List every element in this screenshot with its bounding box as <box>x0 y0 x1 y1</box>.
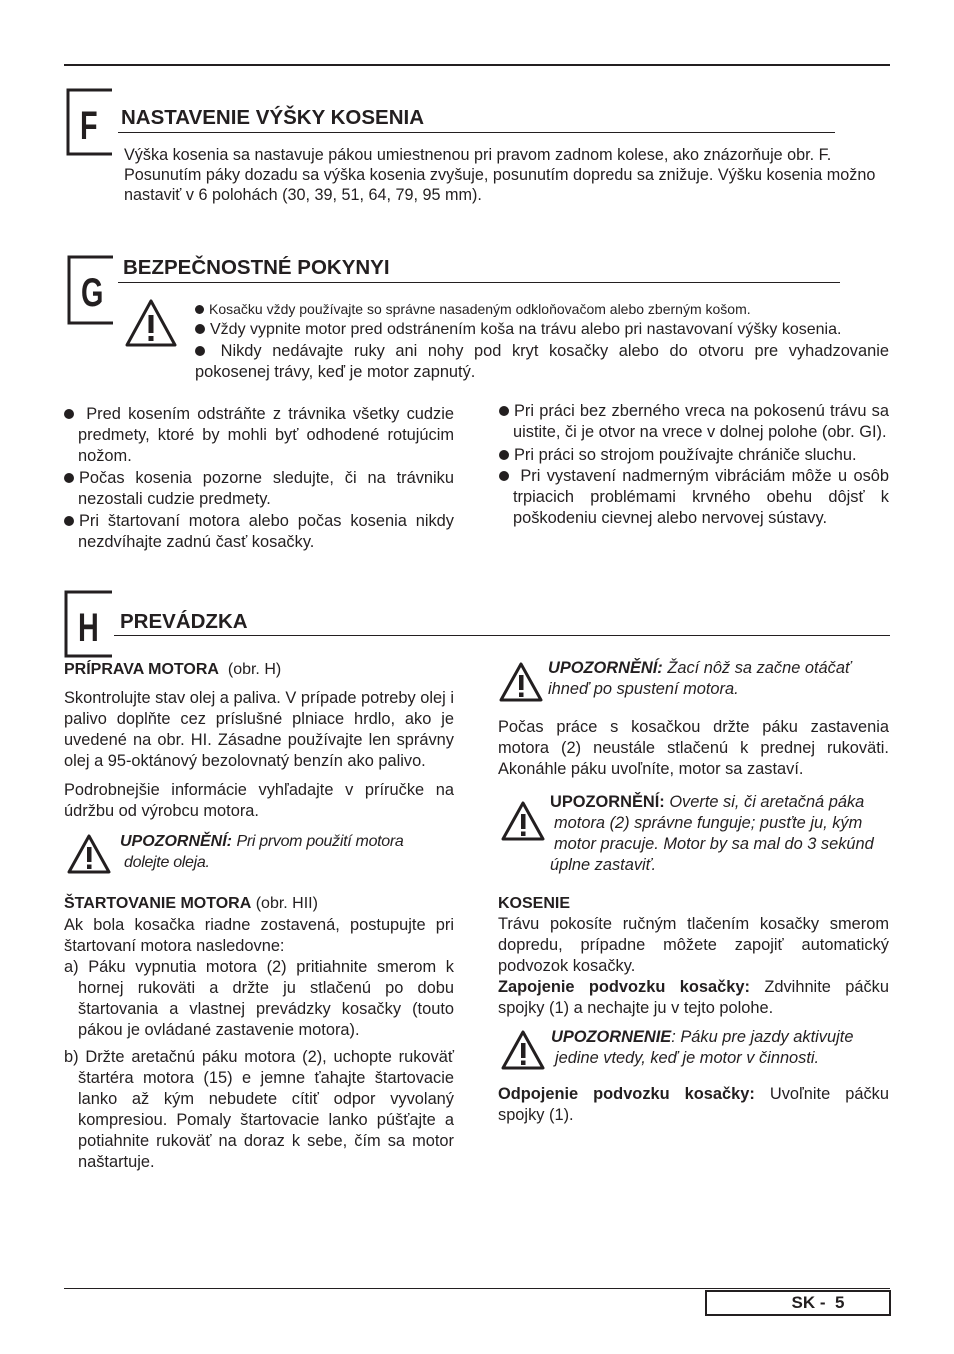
bullet-dot-icon <box>195 324 205 334</box>
operation-paragraph: Počas práce s kosačkou držte páku zastavenia motora (2) neustále stlačenú k prednej rukoväti. Akonáhle páku uvoľníte, motor sa zastaví. <box>498 718 889 778</box>
bullet-dot-icon <box>195 346 205 356</box>
warning-text: úplne zastaviť. <box>550 856 657 874</box>
operation-right-column <box>498 658 889 1126</box>
warning-text: motor pracuje. Motor by sa mal do 3 sekúnd <box>554 835 874 853</box>
start-step-b: b) Držte aretačnú páku motora (2), uchopte rukoväť štartéra motora (15) e jemne ťahajte štartovacie lanko až kým nebudete cítiť odpor vyvolaný kompresiou. Pomaly štartovacie lanko púšťajte a potiahnite rukoväť na doraz k sebe, čím sa motor naštartuje. <box>64 1048 454 1171</box>
list-item: Pri práci bez zberného vreca na pokosenú trávu sa uistite, či je otvor na vrece v dolnej polohe (obr. GI). <box>499 401 889 443</box>
prep-paragraph-2: Podrobnejšie informácie vyhľadajte v príručke na údržbu od výrobcu motora. <box>64 781 454 820</box>
start-intro: Ak bola kosačka riadne zostavená, postupujte pri štartovaní motora nasledovne: <box>64 916 454 955</box>
top-rule <box>64 64 890 66</box>
list-item: Pred kosením odstráňte z trávnika všetky cudzie predmety, ktoré by mohli byť odhodené rotujúcim nožom. <box>64 404 454 467</box>
warning-bullet-2: Vždy vypnite motor pred odstránením koša na trávu alebo pri nastavovaní výšky kosenia. <box>195 319 841 340</box>
kosenie-heading: KOSENIE <box>498 895 571 912</box>
warning-text: Pri prvom použití motora <box>236 833 404 850</box>
section-f-title-underline <box>118 132 835 133</box>
start-step-a: a) Páku vypnutia motora (2) pritiahnite smerom k hornej rukoväti a držte ju stlačenú po dobu štartovania a vlastnej prevádzky kosačky (touto pákou je ovládané zastavenie motora). <box>64 958 454 1039</box>
section-f-title: NASTAVENIE VÝŠKY KOSENIA <box>121 106 425 129</box>
warning-text: Overte si, či aretačná páka <box>669 793 865 811</box>
list-item: Pri vystavení nadmerným vibráciám môže u osôb trpiacich problémami krvného obehu dôjsť k poškodeniu cievnej alebo nervovej sústavy. <box>499 466 889 529</box>
disengage-paragraph: Odpojenie podvozku kosačky: Uvoľnite páčku spojky (1). <box>498 1085 889 1124</box>
warning-text: : Páku pre jazdy aktivujte <box>671 1028 854 1046</box>
warning-triangle-icon <box>498 661 544 703</box>
section-g-title: BEZPEČNOSTNÉ POKYNYI <box>123 256 390 279</box>
warning-label: UPOZORNENIE <box>551 1028 672 1046</box>
warning-triangle-icon <box>500 800 546 842</box>
bullet-dot-icon <box>64 473 74 483</box>
warning-first-use <box>64 831 454 881</box>
safety-bullets-left <box>64 404 454 553</box>
warning-text: jedine vtedy, keď je motor v činnosti. <box>555 1049 820 1067</box>
section-h-title: PREVÁDZKA <box>120 610 248 633</box>
start-heading: ŠTARTOVANIE MOTORA (obr. HII) <box>64 895 318 912</box>
section-g-letter-box <box>67 255 113 325</box>
warning-text: Žací nôž sa začne otáčať <box>667 659 851 677</box>
warning-label: UPOZORNĚNÍ: <box>120 833 232 850</box>
bullet-dot-icon <box>499 471 509 481</box>
section-g-title-underline <box>118 282 840 283</box>
footer-rule <box>64 1288 890 1289</box>
section-f-letter-box <box>66 88 112 156</box>
section-h-letter-box <box>64 590 112 658</box>
warning-bullet-1: Kosačku vždy používajte so správne nasadeným odkloňovačom alebo zberným košom. <box>195 299 751 319</box>
section-f-letter: F <box>80 104 98 148</box>
operation-left-column <box>64 659 454 1173</box>
safety-bullets-right <box>499 401 889 529</box>
warning-text: dolejte oleja. <box>124 854 210 871</box>
page-number-box <box>705 1290 891 1316</box>
page-number: SK - 5 <box>791 1293 845 1312</box>
warning-triangle-icon <box>500 1029 546 1071</box>
warning-triangle-icon <box>66 833 112 875</box>
warning-text: ihneď po spustení motora. <box>548 680 739 698</box>
engage-paragraph: Zapojenie podvozku kosačky: Zdvihnite páčku spojky (1) a nechajte ju v tejto polohe. <box>498 978 889 1017</box>
warning-drive <box>498 1027 889 1073</box>
section-h-title-underline <box>114 635 890 636</box>
section-h-letter: H <box>78 606 99 650</box>
warning-label: UPOZORNĚNÍ: <box>550 793 665 811</box>
warning-bullet-3: Nikdy nedávajte ruky ani nohy pod kryt kosačky alebo do otvoru pre vyhadzovanie pokosenej trávy, keď je motor zapnutý. <box>195 342 889 381</box>
warning-blade <box>498 658 889 704</box>
section-g-letter: G <box>81 271 104 315</box>
kosenie-paragraph: Trávu pokosíte ručným tlačením kosačky smerom dopredu, prípadne môžete zapojiť automatický podvozok kosačky. <box>498 915 889 975</box>
bullet-dot-icon <box>64 409 74 419</box>
bullet-dot-icon <box>64 516 74 526</box>
warning-triangle-icon <box>124 298 178 348</box>
section-f-text: Výška kosenia sa nastavuje pákou umiestnenou pri pravom zadnom kolese, ako znázorňuje obr. F. Posunutím páky dozadu sa výška kosenia zvyšuje, posunutím dopredu sa znižuje. Výšku kosenia možno nastaviť v 6 polohách (30, 39, 51, 64, 79, 95 mm). <box>124 146 876 204</box>
prep-heading: PRÍPRAVA MOTORA (obr. H) <box>64 661 282 678</box>
warning-stop-lever <box>498 792 889 878</box>
prep-paragraph-1: Skontrolujte stav olej a paliva. V prípade potreby olej i palivo doplňte cez príslušné plniace hrdlo, ako je uvedené na obr. HI. Zásadne používajte len správny olej a 95-oktánový bezolovnatý benzín ako palivo. <box>64 689 454 770</box>
list-item: Pri práci so strojom používajte chrániče sluchu. <box>499 445 889 466</box>
bullet-dot-icon <box>499 450 509 460</box>
list-item: Počas kosenia pozorne sledujte, či na trávniku nezostali cudzie predmety. <box>64 468 454 510</box>
list-item: Pri štartovaní motora alebo počas kosenia nikdy nezdvíhajte zadnú časť kosačky. <box>64 511 454 553</box>
bullet-dot-icon <box>195 305 204 314</box>
bullet-dot-icon <box>499 406 509 416</box>
warning-text: motora (2) správne funguje; pusťte ju, kým <box>554 814 863 832</box>
warning-label: UPOZORNĚNÍ: <box>548 659 663 677</box>
